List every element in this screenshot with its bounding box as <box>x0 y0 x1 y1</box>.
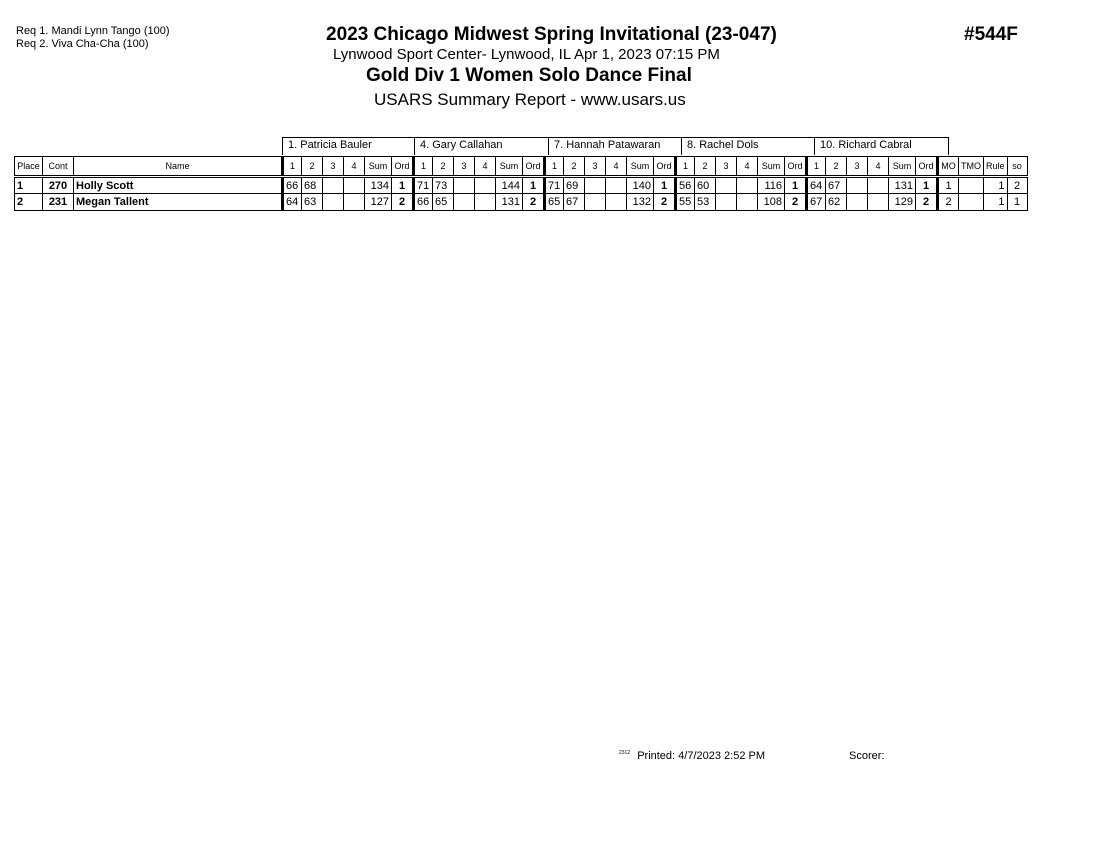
ordinal-cell: 1 <box>785 177 807 194</box>
header-rule: Rule <box>984 157 1008 177</box>
judge-name: 7. Hannah Patawaran <box>548 137 681 155</box>
header-score-3: 3 <box>847 157 868 177</box>
header-score-1: 1 <box>414 157 433 177</box>
header-ord: Ord <box>785 157 807 177</box>
score-cell: 66 <box>283 177 302 194</box>
ordinal-cell: 2 <box>916 194 938 211</box>
header-score-1: 1 <box>807 157 826 177</box>
ordinal-cell: 2 <box>392 194 414 211</box>
score-cell <box>606 194 627 211</box>
request-label: Req 2. <box>16 38 49 50</box>
ordinal-cell: 1 <box>654 177 676 194</box>
cont-cell: 270 <box>43 177 74 194</box>
score-cell <box>344 177 365 194</box>
score-cell <box>475 194 496 211</box>
header-score-2: 2 <box>826 157 847 177</box>
header-sum: Sum <box>758 157 785 177</box>
request-line-1 <box>16 25 170 38</box>
request-music: Mandi Lynn Tango (100) <box>51 25 170 37</box>
judge-name: 4. Gary Callahan <box>414 137 548 155</box>
so-cell: 2 <box>1007 177 1027 194</box>
score-cell <box>323 194 344 211</box>
sum-cell: 116 <box>758 177 785 194</box>
score-cell: 65 <box>545 194 564 211</box>
header-place: Place <box>15 157 43 177</box>
score-cell <box>585 177 606 194</box>
score-cell <box>454 177 475 194</box>
score-cell: 67 <box>826 177 847 194</box>
score-cell <box>606 177 627 194</box>
score-cell <box>847 194 868 211</box>
event-number: #544F <box>964 24 1018 45</box>
ordinal-cell: 2 <box>654 194 676 211</box>
score-cell: 64 <box>283 194 302 211</box>
score-cell <box>475 177 496 194</box>
ordinal-cell: 2 <box>523 194 545 211</box>
judge-name: 1. Patricia Bauler <box>282 137 414 155</box>
score-cell: 71 <box>545 177 564 194</box>
skater-name: Megan Tallent <box>74 194 283 211</box>
skater-name: Holly Scott <box>74 177 283 194</box>
scorer-label: Scorer: <box>849 750 885 762</box>
score-cell <box>716 177 737 194</box>
cont-cell: 231 <box>43 194 74 211</box>
version-code: 2312 <box>619 750 631 756</box>
header-ord: Ord <box>523 157 545 177</box>
ordinal-cell: 1 <box>523 177 545 194</box>
header-ord: Ord <box>392 157 414 177</box>
event-title: Gold Div 1 Women Solo Dance Final <box>366 65 692 86</box>
score-cell <box>344 194 365 211</box>
rule-cell: 1 <box>984 177 1008 194</box>
header-score-2: 2 <box>564 157 585 177</box>
ordinal-cell: 1 <box>916 177 938 194</box>
score-cell <box>716 194 737 211</box>
sum-cell: 134 <box>365 177 392 194</box>
header-sum: Sum <box>627 157 654 177</box>
score-cell <box>737 194 758 211</box>
mo-cell: 1 <box>938 177 959 194</box>
request-line-2 <box>16 38 149 51</box>
score-cell: 56 <box>676 177 695 194</box>
header-sum: Sum <box>889 157 916 177</box>
score-cell <box>868 177 889 194</box>
place-cell: 1 <box>15 177 43 194</box>
score-cell <box>454 194 475 211</box>
score-cell <box>585 194 606 211</box>
header-mo: MO <box>938 157 959 177</box>
tmo-cell <box>959 194 984 211</box>
header-sum: Sum <box>496 157 523 177</box>
score-cell <box>737 177 758 194</box>
venue-date-line: Lynwood Sport Center- Lynwood, IL Apr 1, 2023 07:15 PM <box>333 46 720 63</box>
score-cell: 66 <box>414 194 433 211</box>
header-score-4: 4 <box>606 157 627 177</box>
competition-title: 2023 Chicago Midwest Spring Invitational (23-047) <box>326 24 777 45</box>
header-score-3: 3 <box>716 157 737 177</box>
column-header-row <box>15 157 1028 177</box>
header-score-2: 2 <box>302 157 323 177</box>
judge-name: 8. Rachel Dols <box>681 137 814 155</box>
sum-cell: 144 <box>496 177 523 194</box>
place-cell: 2 <box>15 194 43 211</box>
score-cell: 68 <box>302 177 323 194</box>
score-cell: 67 <box>564 194 585 211</box>
header-cont: Cont <box>43 157 74 177</box>
score-cell: 53 <box>695 194 716 211</box>
sum-cell: 132 <box>627 194 654 211</box>
header-score-4: 4 <box>737 157 758 177</box>
score-cell: 62 <box>826 194 847 211</box>
score-cell: 63 <box>302 194 323 211</box>
score-cell <box>847 177 868 194</box>
score-cell: 65 <box>433 194 454 211</box>
header-score-4: 4 <box>344 157 365 177</box>
printed-line <box>619 750 765 762</box>
header-score-1: 1 <box>545 157 564 177</box>
score-cell: 73 <box>433 177 454 194</box>
so-cell: 1 <box>1007 194 1027 211</box>
ordinal-cell: 1 <box>392 177 414 194</box>
report-title: USARS Summary Report - www.usars.us <box>374 90 686 109</box>
header-ord: Ord <box>654 157 676 177</box>
score-cell: 55 <box>676 194 695 211</box>
sum-cell: 140 <box>627 177 654 194</box>
header-score-3: 3 <box>585 157 606 177</box>
score-cell: 60 <box>695 177 716 194</box>
header-so: so <box>1007 157 1027 177</box>
rule-cell: 1 <box>984 194 1008 211</box>
header-sum: Sum <box>365 157 392 177</box>
header-tmo: TMO <box>959 157 984 177</box>
results-table <box>14 156 1028 211</box>
score-cell <box>868 194 889 211</box>
mo-cell: 2 <box>938 194 959 211</box>
header-score-4: 4 <box>475 157 496 177</box>
header-score-2: 2 <box>695 157 716 177</box>
sum-cell: 131 <box>496 194 523 211</box>
printed-timestamp: Printed: 4/7/2023 2:52 PM <box>637 750 765 762</box>
header-score-4: 4 <box>868 157 889 177</box>
sum-cell: 108 <box>758 194 785 211</box>
header-score-3: 3 <box>454 157 475 177</box>
score-cell: 69 <box>564 177 585 194</box>
request-label: Req 1. <box>16 25 49 37</box>
request-music: Viva Cha-Cha (100) <box>51 38 149 50</box>
header-ord: Ord <box>916 157 938 177</box>
ordinal-cell: 2 <box>785 194 807 211</box>
sum-cell: 131 <box>889 177 916 194</box>
header-score-2: 2 <box>433 157 454 177</box>
sum-cell: 129 <box>889 194 916 211</box>
header-score-1: 1 <box>283 157 302 177</box>
score-cell: 64 <box>807 177 826 194</box>
table-row <box>15 177 1028 194</box>
sum-cell: 127 <box>365 194 392 211</box>
tmo-cell <box>959 177 984 194</box>
header-name: Name <box>74 157 283 177</box>
score-cell: 67 <box>807 194 826 211</box>
judge-name: 10. Richard Cabral <box>814 137 949 155</box>
header-score-1: 1 <box>676 157 695 177</box>
score-cell <box>323 177 344 194</box>
header-score-3: 3 <box>323 157 344 177</box>
table-row <box>15 194 1028 211</box>
score-cell: 71 <box>414 177 433 194</box>
